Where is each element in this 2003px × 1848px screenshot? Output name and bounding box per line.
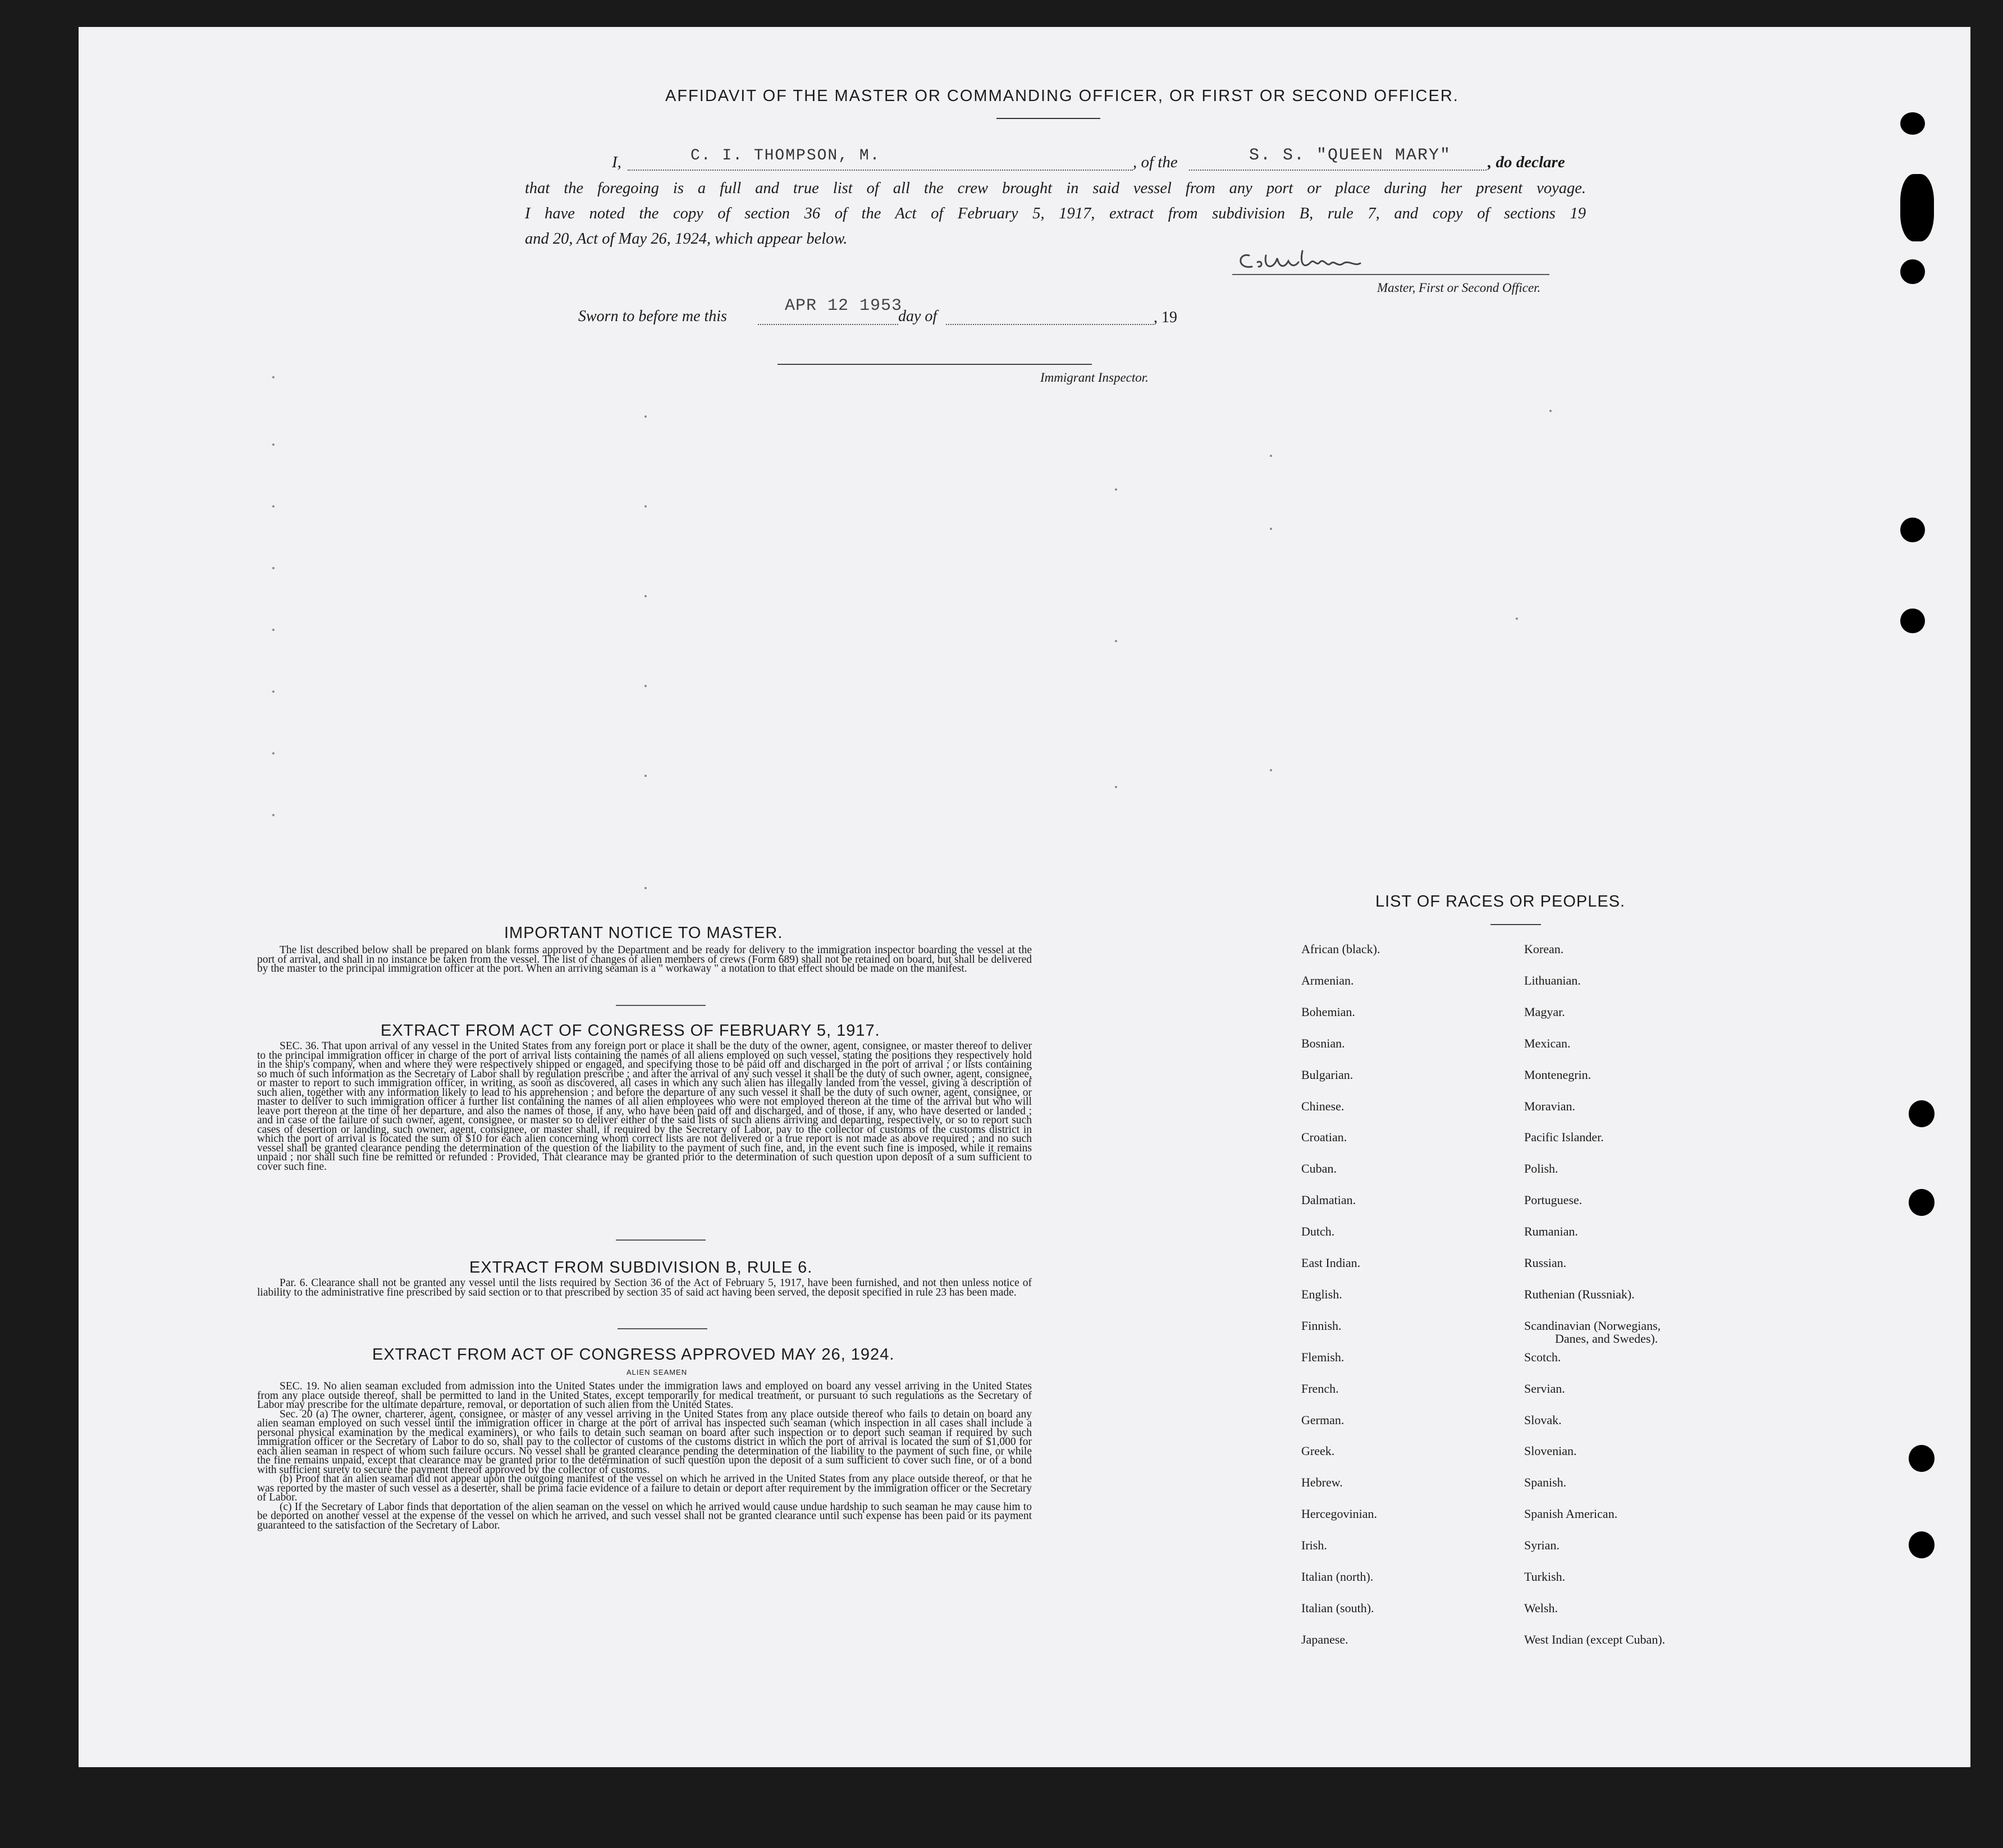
affidavit-i-label: I,: [612, 153, 621, 171]
race-item: East Indian.: [1301, 1256, 1361, 1270]
race-item: Rumanian.: [1524, 1224, 1578, 1239]
race-item: Italian (north).: [1301, 1570, 1374, 1584]
affidavit-heading: AFFIDAVIT OF THE MASTER OR COMMANDING OFFICER, OR FIRST OR SECOND OFFICER.: [665, 87, 1459, 105]
affidavit-of-the: , of the: [1133, 153, 1178, 171]
race-item: Croatian.: [1301, 1130, 1347, 1145]
subdivision-b-heading: EXTRACT FROM SUBDIVISION B, RULE 6.: [469, 1259, 813, 1277]
affidavit-line-3: I have noted the copy of section 36 of the Act of February 5, 1917, extract from subdivision B, rule 7, and copy of sections 19: [525, 205, 1586, 222]
subdivision-b-body: Par. 6. Clearance shall not be granted any vessel until the lists required by Section 36 of the Act of February 5, 1917, have been furnished, and not then unless notice of liability to the administrative fine prescribed by said section or to that prescribed by section 35 of said act having been served, the deposit specified in rule 23 has been made.: [257, 1277, 1032, 1298]
race-item: Armenian.: [1301, 973, 1354, 987]
race-item: Portuguese.: [1524, 1193, 1583, 1207]
punch-hole: [1909, 1445, 1935, 1472]
race-item: Greek.: [1301, 1444, 1335, 1458]
race-item: Korean.: [1524, 942, 1564, 956]
punch-hole: [1900, 609, 1925, 633]
notice-body: The list described below shall be prepared on blank forms approved by the Department and be ready for delivery to the immigration inspector boarding the vessel at the port of arrival, and shall in no instance be taken from the vessel. The list of changes of alien members of crews (Form 689) shall not be retained on board, but shall be delivered by the master to the principal immigration officer at the port. When an arriving seaman is a " workaway " a notation to that effect should be made on the manifest.: [257, 944, 1032, 975]
race-item: Bulgarian.: [1301, 1067, 1353, 1082]
race-item: Turkish.: [1524, 1570, 1566, 1584]
race-item: Moravian.: [1524, 1099, 1576, 1113]
races-heading: LIST OF RACES OR PEOPLES.: [1375, 893, 1626, 911]
race-item: Pacific Islander.: [1524, 1130, 1604, 1145]
extract-1924-body: [257, 1382, 1032, 1530]
alien-seamen-subheading: ALIEN SEAMEN: [626, 1368, 688, 1376]
inspector-caption: Immigrant Inspector.: [1040, 370, 1149, 385]
race-item: Finnish.: [1301, 1318, 1342, 1333]
extract-1924-heading: EXTRACT FROM ACT OF CONGRESS APPROVED MAY 26, 1924.: [372, 1346, 895, 1364]
punch-hole: [1909, 1189, 1935, 1216]
race-item: German.: [1301, 1412, 1345, 1427]
race-item: Welsh.: [1524, 1600, 1558, 1615]
affidavit-line-4: and 20, Act of May 26, 1924, which appear below.: [525, 230, 848, 248]
race-item: Hercegovinian.: [1301, 1507, 1377, 1521]
race-item: Slovak.: [1524, 1412, 1562, 1427]
race-item: Russian.: [1524, 1256, 1567, 1270]
race-item: West Indian (except Cuban).: [1524, 1632, 1666, 1646]
race-item: Chinese.: [1301, 1099, 1345, 1113]
punch-hole: [1900, 259, 1925, 284]
race-item: Spanish American.: [1524, 1507, 1618, 1521]
race-item: Servian.: [1524, 1381, 1565, 1396]
race-item: Ruthenian (Russniak).: [1524, 1287, 1635, 1301]
extract-1917-heading: EXTRACT FROM ACT OF CONGRESS OF FEBRUARY 5, 1917.: [381, 1022, 880, 1040]
punch-hole: [1909, 1531, 1935, 1558]
sec-20b: (b) Proof that an alien seaman did not appear upon the outgoing manifest of the vessel on which he arrived in the United States from any place outside thereof, or that he was reported by the master of such vessel as a deserter, shall be prima facie evidence of a failure to detain or deport after requirement by the immigration officer or the Secretary of Labor.: [257, 1473, 1032, 1503]
race-item: African (black).: [1301, 942, 1380, 956]
race-item: Syrian.: [1524, 1538, 1560, 1553]
punch-hole: [1900, 112, 1925, 135]
race-item: Magyar.: [1524, 1004, 1565, 1019]
race-item: Irish.: [1301, 1538, 1327, 1553]
race-item: English.: [1301, 1287, 1342, 1301]
race-item: Slovenian.: [1524, 1444, 1577, 1458]
punch-hole: [1900, 518, 1925, 542]
affidavit-do-declare: , do declare: [1488, 153, 1565, 171]
race-item: Lithuanian.: [1524, 973, 1581, 987]
race-item: Bohemian.: [1301, 1004, 1355, 1019]
affidavit-line-2: that the foregoing is a full and true list of all the crew brought in said vessel from any port or place during her present voyage.: [525, 180, 1586, 197]
sworn-prefix: Sworn to before me this: [578, 308, 727, 325]
race-item: French.: [1301, 1381, 1339, 1396]
race-item: Hebrew.: [1301, 1475, 1343, 1490]
race-item: Japanese.: [1301, 1632, 1348, 1646]
race-item: Spanish.: [1524, 1475, 1567, 1490]
race-item: Scandinavian (Norwegians,: [1524, 1318, 1661, 1333]
signature-caption: Master, First or Second Officer.: [1377, 281, 1541, 295]
sec-20c: (c) If the Secretary of Labor finds that deportation of the alien seaman on the vessel on which he arrived would cause undue hardship to such seaman he may cause him to be deported on another vessel at the expense of the vessel on which he arrived, and such vessel shall not be granted clearance until such expense has been paid or its payment guaranteed to the satisfaction of the Secretary of Labor.: [257, 1501, 1032, 1531]
punch-hole: [1909, 1100, 1935, 1127]
sworn-date-stamp: APR 12 1953: [785, 296, 903, 315]
day-of-label: day of: [898, 308, 938, 325]
race-item: Dalmatian.: [1301, 1193, 1356, 1207]
punch-hole: [1900, 174, 1934, 241]
sec-19: SEC. 19. No alien seaman excluded from admission into the United States under the immigration laws and employed on board any vessel arriving in the United States from any place outside thereof, shall be permitted to land in the United States, except temporarily for medical treatment, or pursuant to such regulations as the Secretary of Labor may prescribe for the ultimate departure, removal, or deportation of such alien from the United States.: [257, 1380, 1032, 1411]
race-scandinavian-cont: Danes, and Swedes).: [1555, 1332, 1658, 1346]
race-item: Scotch.: [1524, 1350, 1561, 1364]
race-item: Cuban.: [1301, 1161, 1337, 1176]
race-item: Montenegrin.: [1524, 1067, 1592, 1082]
vessel-name-field: S. S. "QUEEN MARY": [1249, 146, 1452, 165]
race-item: Bosnian.: [1301, 1036, 1345, 1050]
extract-1917-body: SEC. 36. That upon arrival of any vessel in the United States from any foreign port or place it shall be the duty of the owner, agent, consignee, or master thereof to deliver to the principal immigration officer in charge of the port of arrival lists containing the names of all aliens employed on such vessel, stating the positions they respectively hold in the ship's company, when and where they were respectively shipped or engaged, and specifying those to be paid off and discharged in the port of arrival ; or lists containing so much of such information as the Secretary of Labor shall by regulation prescribe ; and after the arrival of any such vessel it shall be the duty of such owner, agent, consignee, or master to report to such immigration officer, in writing, as soon as discovered, all cases in which any such alien has illegally landed from the vessel, giving a description of such alien, together with any information likely to lead to his apprehension ; and before the departure of any such vessel it shall be the duty of such owner, agent, consignee, or master to deliver to such immigration officer a further list containing the names of all alien employees who were not employed thereon at the time of the arrival but who will leave port thereon at the time of her departure, and also the names of those, if any, who have been paid off and discharged, and of those, if any, who have deserted or landed ; and in case of the failure of such owner, agent, consignee, or master so to deliver either of the said lists of such aliens arriving and departing, respectively, or so to report such cases of desertion or landing, such owner, agent, consignee, or master shall, if required by the Secretary of Labor, pay to the collector of customs of the customs district in which the port of arrival is located the sum of $10 for each alien concerning whom correct lists are not delivered or a true report is not made as above required ; and no such vessel shall be granted clearance pending the determination of the question of the liability to the payment of such fine, and, in the event such fine is imposed, while it remains unpaid ; nor shall such fine be remitted or refunded : Provided, That clearance may be granted prior to the determination of such question upon deposit of a sum sufficient to cover such fine.: [257, 1040, 1032, 1173]
sec-20a: Sec. 20 (a) The owner, charterer, agent, consignee, or master of any vessel arriving in the United States from any place outside thereof who fails to detain on board any alien seaman employed on such vessel until the immigration officer in charge at the port of arrival has inspected such seaman (which inspection in all cases shall include a personal physical examination by the medical examiners), or who fails to detain such seaman on board after such inspection or to deport such seaman if required by such immigration officer or the Secretary of Labor to do so, shall pay to the collector of customs of the customs district in which the port of arrival is located the sum of $1,000 for each alien seaman in respect of whom such failure occurs. No vessel shall be granted clearance pending the determination of the liability to the payment of such fine, or while the fine remains unpaid, except that clearance may be granted prior to the determination of such question upon the deposit of a sum sufficient to cover such fine, or of a bond with sufficient surety to secure the payment thereof approved by the collector of customs.: [257, 1408, 1032, 1476]
year-label: , 19: [1154, 309, 1177, 326]
race-item: Mexican.: [1524, 1036, 1571, 1050]
race-item: Dutch.: [1301, 1224, 1335, 1239]
master-name-field: C. I. THOMPSON, M.: [690, 147, 881, 164]
master-signature: [1232, 239, 1446, 278]
notice-heading: IMPORTANT NOTICE TO MASTER.: [504, 924, 783, 942]
race-item: Flemish.: [1301, 1350, 1345, 1364]
race-item: Polish.: [1524, 1161, 1558, 1176]
race-item: Italian (south).: [1301, 1600, 1374, 1615]
